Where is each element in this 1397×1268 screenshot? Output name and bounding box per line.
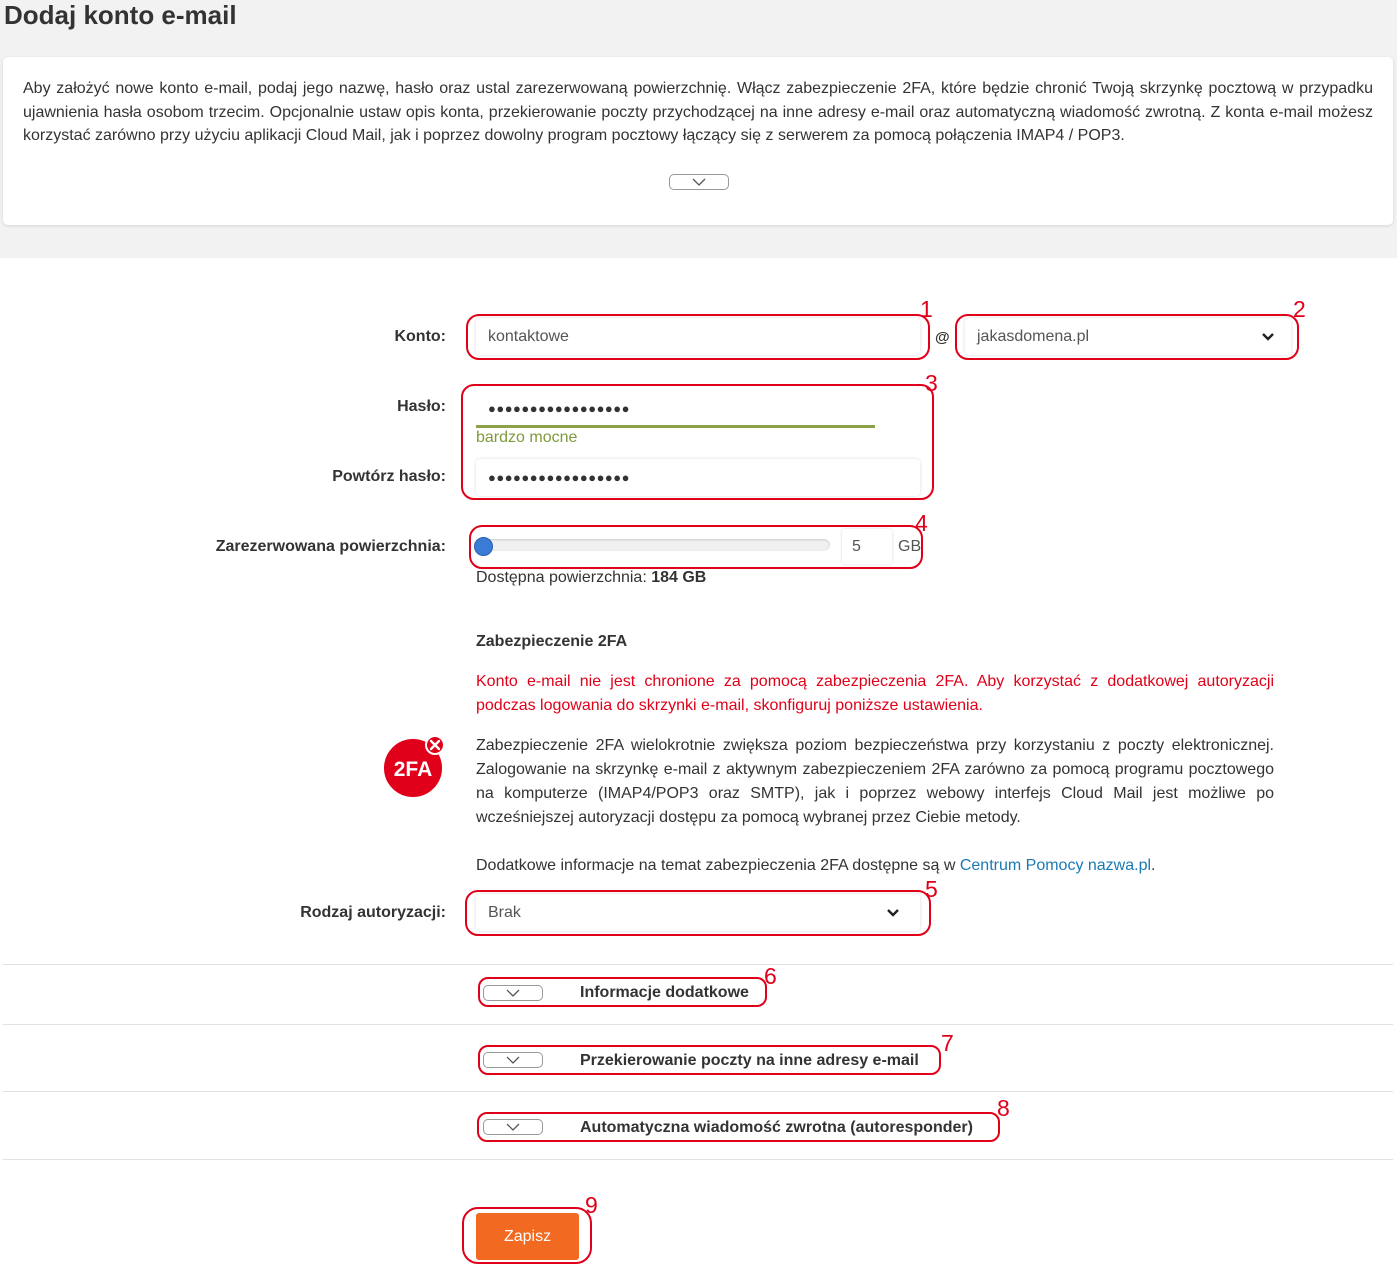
quota-slider-handle[interactable] — [474, 537, 493, 556]
intro-expand-button[interactable] — [669, 174, 729, 190]
divider — [3, 1024, 1393, 1025]
available-space — [476, 568, 706, 588]
twofa-more-info-prefix: Dodatkowe informacje na temat zabezpieczenia 2FA dostępne są w — [476, 857, 960, 874]
account-input-value: kontaktowe — [488, 327, 569, 345]
auth-type-select-value: Brak — [488, 903, 521, 921]
domain-select[interactable] — [965, 318, 1291, 355]
divider — [3, 1159, 1393, 1160]
chevron-down-icon — [506, 1056, 520, 1064]
autoresponder-label[interactable]: Automatyczna wiadomość zwrotna (autoresponder) — [580, 1119, 973, 1136]
quota-slider-track[interactable] — [478, 539, 830, 551]
twofa-more-info — [476, 855, 1155, 877]
chevron-down-icon — [506, 1123, 520, 1131]
quota-input[interactable] — [842, 529, 892, 564]
annotation-number: 1 — [920, 296, 933, 322]
password-input[interactable] — [476, 390, 920, 426]
twofa-warning: Konto e-mail nie jest chronione za pomocą zabezpieczenia 2FA. Aby korzystać z dodatkowej autoryzacji podczas logowania do skrzynki e-mail, skonfiguruj poniższe ustawienia. — [476, 673, 1274, 714]
divider — [3, 1091, 1393, 1092]
annotation-number: 3 — [925, 370, 938, 396]
quota-label: Zarezerwowana powierzchnia: — [215, 538, 446, 555]
password-strength-label: bardzo mocne — [476, 429, 578, 446]
repeat-password-input[interactable] — [476, 459, 920, 496]
quota-unit: GB — [898, 538, 922, 555]
annotation-number: 4 — [915, 510, 928, 536]
annotation-number: 7 — [941, 1030, 954, 1056]
available-space-label: Dostępna powierzchnia: — [476, 569, 647, 586]
annotation-number: 5 — [925, 876, 938, 902]
account-input[interactable] — [476, 318, 920, 355]
at-sign: @ — [935, 329, 950, 346]
quota-input-value: 5 — [852, 537, 861, 555]
additional-info-toggle[interactable] — [483, 985, 543, 1001]
available-space-value: 184 GB — [651, 569, 707, 586]
autoresponder-toggle[interactable] — [483, 1119, 543, 1135]
twofa-more-info-suffix: . — [1151, 857, 1156, 874]
chevron-down-icon — [886, 908, 900, 917]
intro-text: Aby założyć nowe konto e-mail, podaj jego nazwę, hasło oraz ustal zarezerwowaną powierzchnię. Włącz zabezpieczenie 2FA, które będzie chronić Twoją skrzynkę pocztową w przypadku ujawnienia hasła osobom trzecim. Opcjonalnie ustaw opis konta, przekierowanie poczty przychodzącej na inne adresy e-mail oraz automatyczną wiadomość zwrotną. Z konta e-mail możesz korzystać zarówno przy użyciu aplikacji Cloud Mail, jak i poprzez dowolny program pocztowy łączący się z serwerem za pomocą połączenia IMAP4 / POP3. — [23, 80, 1373, 144]
account-label: Konto: — [394, 328, 446, 345]
annotation-number: 2 — [1293, 296, 1306, 322]
save-button[interactable]: Zapisz — [476, 1213, 579, 1260]
annotation-number: 9 — [585, 1192, 598, 1218]
forwarding-toggle[interactable] — [483, 1052, 543, 1068]
repeat-password-label: Powtórz hasło: — [332, 468, 446, 485]
twofa-badge-text: 2FA — [393, 758, 433, 781]
additional-info-label[interactable]: Informacje dodatkowe — [580, 984, 749, 1001]
twofa-disabled-icon — [381, 735, 445, 799]
twofa-title: Zabezpieczenie 2FA — [476, 633, 628, 650]
chevron-down-icon — [506, 989, 520, 997]
annotation-number: 8 — [997, 1095, 1010, 1121]
intro-card — [3, 57, 1393, 225]
auth-type-select[interactable] — [476, 894, 920, 931]
chevron-down-icon — [1261, 332, 1275, 341]
annotation-number: 6 — [764, 963, 777, 989]
page-title: Dodaj konto e-mail — [4, 0, 237, 30]
chevron-down-icon — [692, 178, 706, 186]
password-label: Hasło: — [397, 398, 446, 415]
divider — [3, 964, 1393, 965]
password-input-value: ●●●●●●●●●●●●●●●●● — [488, 400, 630, 416]
repeat-password-input-value: ●●●●●●●●●●●●●●●●● — [488, 470, 630, 485]
twofa-description: Zabezpieczenie 2FA wielokrotnie zwiększa poziom bezpieczeństwa przy korzystaniu z poczty elektronicznej. Zalogowanie na skrzynkę e-mail z aktywnym zabezpieczeniem 2FA zarówno za pomocą programu pocztowego na komputerze (IMAP4/POP3 oraz SMTP), jak i poprzez webowy interfejs Cloud Mail jest możliwe po wcześniejszej autoryzacji dostępu za pomocą wybranej przez Ciebie metody. — [476, 737, 1274, 826]
help-center-link[interactable]: Centrum Pomocy nazwa.pl — [959, 857, 1152, 874]
auth-type-label: Rodzaj autoryzacji: — [300, 904, 446, 921]
domain-select-value: jakasdomena.pl — [977, 327, 1090, 345]
forwarding-label[interactable]: Przekierowanie poczty na inne adresy e-mail — [580, 1052, 919, 1069]
